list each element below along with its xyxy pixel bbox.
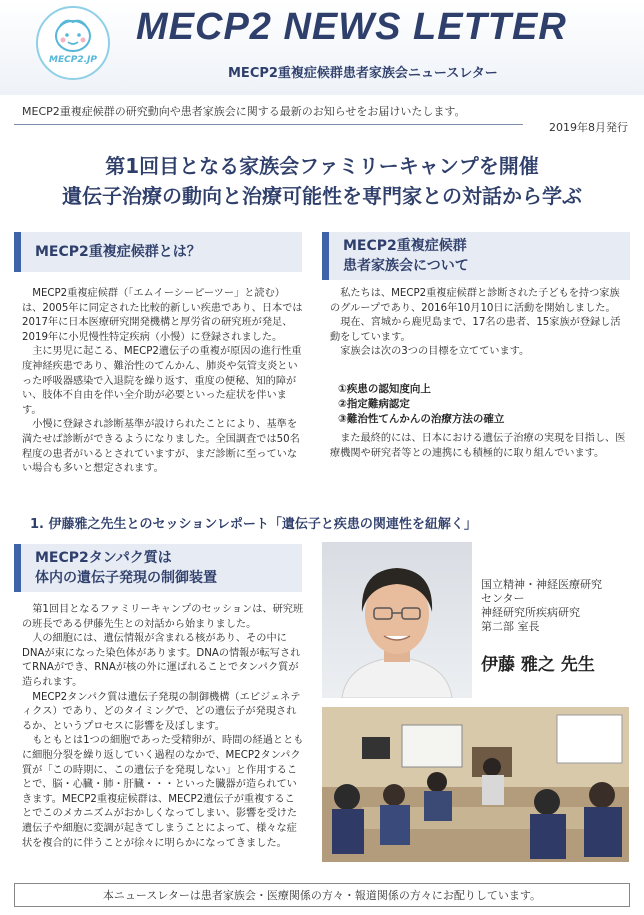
smiley-face-icon [38, 8, 108, 78]
section-about-title: MECP2重複症候群とは？ [35, 244, 201, 260]
footer-text: 本ニュースレターは患者家族会・医療関係の方々・報道関係の方々にお配りしています。 [102, 889, 542, 902]
family-association-logo [36, 6, 110, 80]
paragraph: もともとは1つの細胞であった受精卵が、時間の経過とともに細胞分裂を繰り返していく過程のなかで、MECP2タンパク質が「この時期に、この遺伝子を発現しない」と作用することで、脳・心臓・肺・肝臓・・・といった臓器が造られていきます。MECP2重複症候群は、MECP2遺伝子が重複することでこのメカニズムがおかしくなってしまい、影響を受けた遺伝子や細胞に変調が起きてしまうことによって、様々な症状を複合的に伴うことが徐々に明らかになってきました。 [22, 735, 304, 849]
accent-bar [14, 544, 21, 592]
intro-text: MECP2重複症候群の研究動向や患者家族会に関する最新のお知らせをお届けいたします。 [22, 105, 466, 118]
session-report-title: 1. 伊藤雅之先生とのセッションレポート「遺伝子と疾患の関連性を紐解く」 [30, 517, 477, 532]
section-protein-heading [14, 544, 302, 592]
section-about-heading [14, 232, 302, 272]
main-headline [14, 151, 630, 211]
paragraph: 私たちは、MECP2重複症候群と診断された子どもを持つ家族のグループであり、2016年10月10日に活動を開始しました。 [330, 288, 620, 314]
paragraph: 主に男児に起こる、MECP2遺伝子の重複が原因の進行性重度神経疾患であり、難治性のてんかん、肺炎や気管支炎といった呼吸器感染で入退院を繰り返す、重度の便秘、知的障がい、肢体不自由を伴い全介助が必要といった症状を伴います。 [22, 346, 302, 416]
affiliation-line: 神経研究所疾病研究 [481, 606, 580, 619]
person-portrait-icon [322, 542, 472, 698]
newsletter-subtitle: MECP2重複症候群患者家族会ニュースレター [228, 66, 498, 81]
intro-divider [14, 124, 523, 125]
paragraph: また最終的には、日本における遺伝子治療の実現を目指し、医療機関や研究者等との連携にも積極的に取り組んでいます。 [330, 433, 626, 459]
headline-line-2: 遺伝子治療の動向と治療可能性を専門家との対話から学ぶ [62, 184, 582, 208]
accent-bar [14, 232, 21, 272]
paragraph: 第1回目となるファミリーキャンプのセッションは、研究班の班長である伊藤先生との対話から始まりました。 [22, 604, 304, 630]
logo-text: MECP2.JP [49, 55, 97, 65]
goals-list [338, 382, 628, 427]
speaker-portrait [322, 542, 472, 698]
section-family-title-line-2: 患者家族会について [343, 258, 469, 274]
section-about-body [22, 287, 304, 477]
section-protein-body [22, 603, 304, 851]
paragraph: 現在、宮城から鹿児島まで、17名の患者、15家族が登録し活動をしています。 [330, 317, 621, 343]
section-protein-title [21, 548, 217, 588]
goal-item: ③難治性てんかんの治療方法の確立 [338, 413, 505, 425]
section-family-closing [330, 432, 626, 461]
section-family-title [329, 236, 469, 276]
section-family-title-line-1: MECP2重複症候群 [343, 238, 467, 254]
session-photo [322, 707, 629, 862]
footer-note [14, 883, 630, 907]
section-family-heading [322, 232, 630, 280]
paragraph: 人の細胞には、遺伝情報が含まれる核があり、その中にDNAが束になった染色体があります。DNAの情報が転写されてRNAができ、RNAが核の外に運ばれることでタンパク質が造られます。 [22, 633, 301, 688]
affiliation-line: 国立精神・神経医療研究 [481, 578, 602, 591]
section-family-body [330, 287, 626, 360]
group-session-photo-icon [322, 707, 629, 862]
affiliation-line: センター [481, 592, 525, 605]
speaker-name: 伊藤 雅之 先生 [481, 655, 595, 675]
paragraph: 家族会は次の3つの目標を立てています。 [340, 346, 530, 358]
accent-bar [322, 232, 329, 280]
headline-line-1: 第1回目となる家族会ファミリーキャンプを開催 [105, 154, 539, 178]
section-protein-title-line-2: 体内の遺伝子発現の制御装置 [35, 570, 217, 586]
issue-date: 2019年8月発行 [549, 121, 628, 134]
goal-item: ②指定難病認定 [338, 398, 410, 410]
paragraph: 小慢に登録され診断基準が設けられたことにより、基準を満たせば診断ができるようになりました。全国調査では50名程度の患者がいるとされていますが、まだ診断に至っていない場合も多いと想定されます。 [22, 419, 300, 475]
speaker-affiliation [481, 578, 636, 634]
newsletter-header [0, 0, 644, 95]
section-protein-title-line-1: MECP2タンパク質は [35, 550, 172, 566]
paragraph: MECP2重複症候群（「エムイーシーピーツー」と読む）は、2005年に同定された比較的新しい疾患であり、日本では2017年に日本医療研究開発機構と厚労省の研究班が発足、2019年に小児慢性特定疾病（小慢）に登録されました。 [22, 288, 303, 343]
newsletter-title: MECP2 NEWS LETTER [136, 6, 567, 48]
affiliation-line: 第二部 室長 [481, 620, 540, 633]
goal-item: ①疾患の認知度向上 [338, 383, 431, 395]
paragraph: MECP2タンパク質は遺伝子発現の制御機構（エピジェネティクス）であり、どのタイミングで、どの遺伝子が発現されるか、というプロセスに影響を及ぼします。 [22, 691, 301, 732]
